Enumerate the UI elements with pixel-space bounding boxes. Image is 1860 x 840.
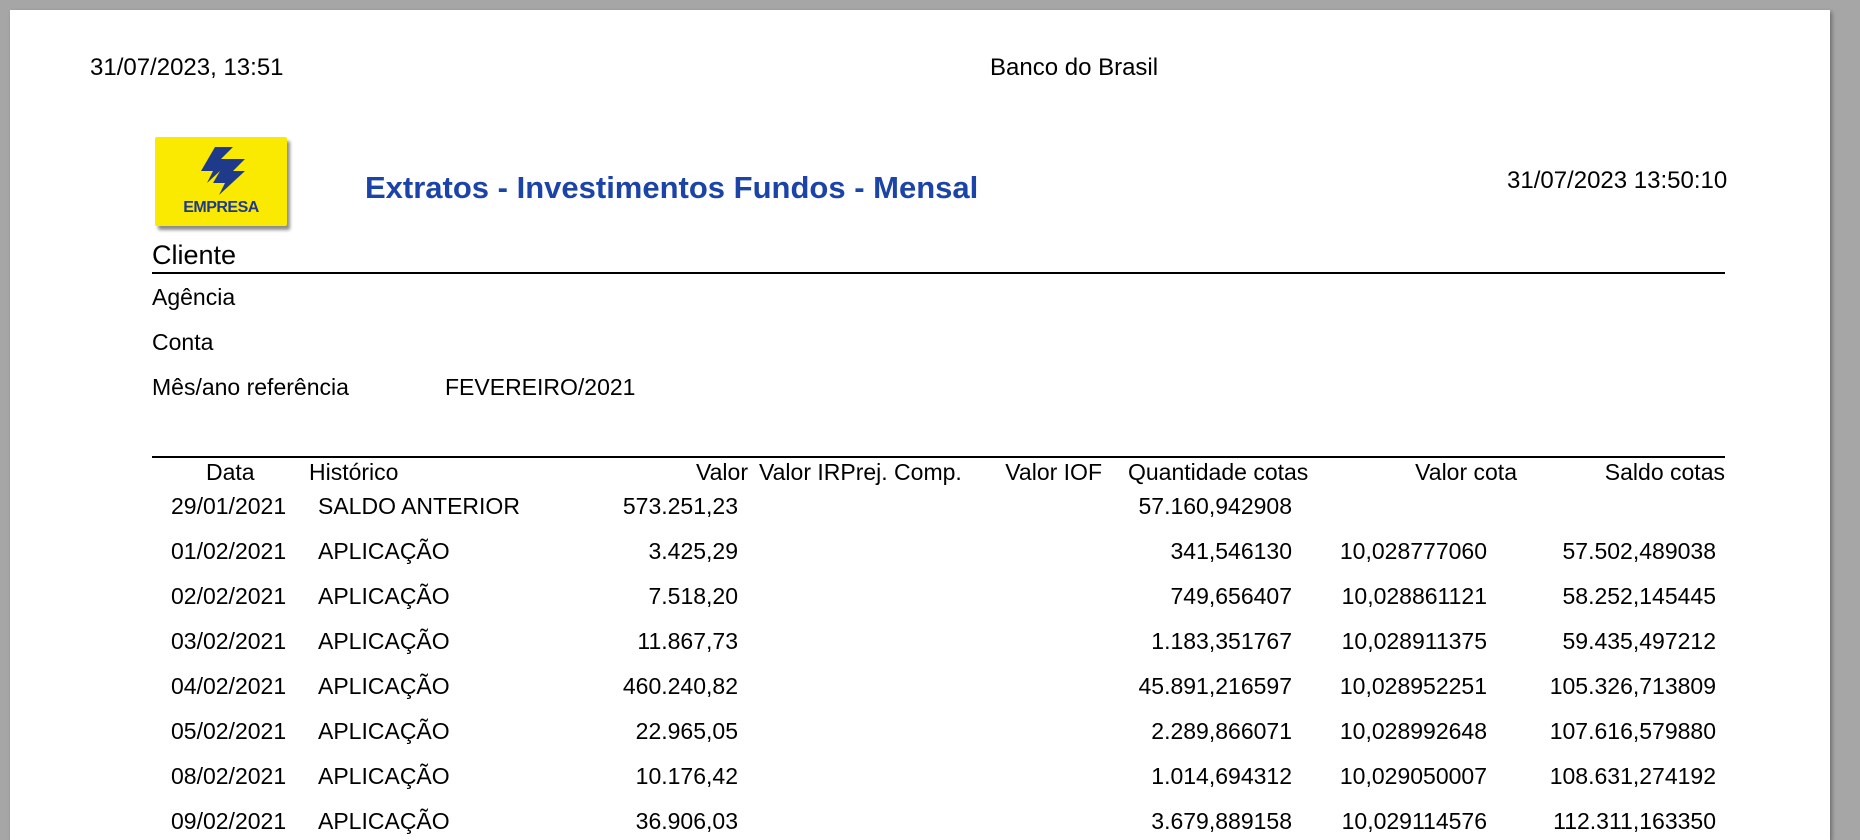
cell-quantidade-cotas: 45.891,216597 xyxy=(1138,673,1292,699)
cell-valor: 7.518,20 xyxy=(648,583,738,609)
cell-quantidade-cotas: 57.160,942908 xyxy=(1138,493,1292,519)
agencia-label: Agência xyxy=(152,284,236,310)
cell-historico: APLICAÇÃO xyxy=(318,763,450,789)
cell-quantidade-cotas: 1.183,351767 xyxy=(1151,628,1292,654)
cell-historico: APLICAÇÃO xyxy=(318,718,450,744)
cell-quantidade-cotas: 3.679,889158 xyxy=(1151,808,1292,834)
cell-quantidade-cotas: 749,656407 xyxy=(1170,583,1292,609)
cell-valor: 3.425,29 xyxy=(648,538,738,564)
cell-valor-cota: 10,028861121 xyxy=(1341,583,1487,609)
cell-data: 29/01/2021 xyxy=(171,493,287,519)
col-header-valor: Valor xyxy=(696,459,748,485)
cell-saldo-cotas: 108.631,274192 xyxy=(1549,763,1716,789)
cell-saldo-cotas: 105.326,713809 xyxy=(1549,673,1716,699)
cell-valor-cota: 10,028952251 xyxy=(1339,673,1487,699)
bb-empresa-logo xyxy=(155,137,287,226)
mes-referencia-label: Mês/ano referência xyxy=(152,374,349,400)
cell-valor-cota: 10,029114576 xyxy=(1341,808,1487,834)
print-page xyxy=(10,10,1830,840)
cell-quantidade-cotas: 341,546130 xyxy=(1170,538,1292,564)
cell-saldo-cotas: 57.502,489038 xyxy=(1562,538,1716,564)
cell-saldo-cotas: 58.252,145445 xyxy=(1562,583,1716,609)
cell-historico: SALDO ANTERIOR xyxy=(318,493,520,519)
cell-data: 01/02/2021 xyxy=(171,538,287,564)
cell-valor: 36.906,03 xyxy=(635,808,738,834)
conta-label: Conta xyxy=(152,329,214,355)
cell-valor-cota: 10,028992648 xyxy=(1339,718,1487,744)
table-top-divider xyxy=(152,456,1725,458)
cell-valor: 460.240,82 xyxy=(622,673,738,699)
cell-historico: APLICAÇÃO xyxy=(318,583,450,609)
col-header-valor-iof: Valor IOF xyxy=(1005,459,1102,485)
cell-historico: APLICAÇÃO xyxy=(318,808,450,834)
cell-saldo-cotas: 107.616,579880 xyxy=(1549,718,1716,744)
cell-quantidade-cotas: 2.289,866071 xyxy=(1151,718,1292,744)
cell-historico: APLICAÇÃO xyxy=(318,628,450,654)
client-section-label: Cliente xyxy=(152,240,237,270)
col-header-saldo-cotas: Saldo cotas xyxy=(1604,459,1725,485)
report-generated-datetime: 31/07/2023 13:50:10 xyxy=(1507,167,1728,194)
cell-valor: 10.176,42 xyxy=(635,763,738,789)
col-header-data: Data xyxy=(206,459,255,485)
cell-historico: APLICAÇÃO xyxy=(318,538,450,564)
cell-valor: 573.251,23 xyxy=(622,493,738,519)
cell-saldo-cotas: 59.435,497212 xyxy=(1562,628,1716,654)
col-header-valor-cota: Valor cota xyxy=(1415,459,1517,485)
cell-quantidade-cotas: 1.014,694312 xyxy=(1151,763,1292,789)
cell-valor-cota: 10,028911375 xyxy=(1341,628,1487,654)
print-header-bank: Banco do Brasil xyxy=(990,54,1159,81)
mes-referencia-value: FEVEREIRO/2021 xyxy=(445,374,636,400)
col-header-historico: Histórico xyxy=(309,459,399,485)
col-header-quantidade-cotas: Quantidade cotas xyxy=(1128,459,1309,485)
cell-valor-cota: 10,029050007 xyxy=(1339,763,1487,789)
cell-historico: APLICAÇÃO xyxy=(318,673,450,699)
cell-valor-cota: 10,028777060 xyxy=(1339,538,1487,564)
client-divider xyxy=(152,272,1725,274)
cell-data: 03/02/2021 xyxy=(171,628,287,654)
cell-data: 04/02/2021 xyxy=(171,673,287,699)
report-title: Extratos - Investimentos Fundos - Mensal xyxy=(365,170,979,205)
cell-data: 05/02/2021 xyxy=(171,718,287,744)
logo-text: EMPRESA xyxy=(183,199,259,216)
cell-data: 09/02/2021 xyxy=(171,808,287,834)
cell-data: 08/02/2021 xyxy=(171,763,287,789)
cell-valor: 11.867,73 xyxy=(637,628,738,654)
cell-data: 02/02/2021 xyxy=(171,583,287,609)
cell-valor: 22.965,05 xyxy=(635,718,738,744)
col-header-valor-irprej: Valor IRPrej. Comp. xyxy=(759,459,962,485)
bb-logo-icon xyxy=(193,145,249,197)
cell-saldo-cotas: 112.311,163350 xyxy=(1553,808,1716,834)
print-datetime: 31/07/2023, 13:51 xyxy=(90,54,284,81)
